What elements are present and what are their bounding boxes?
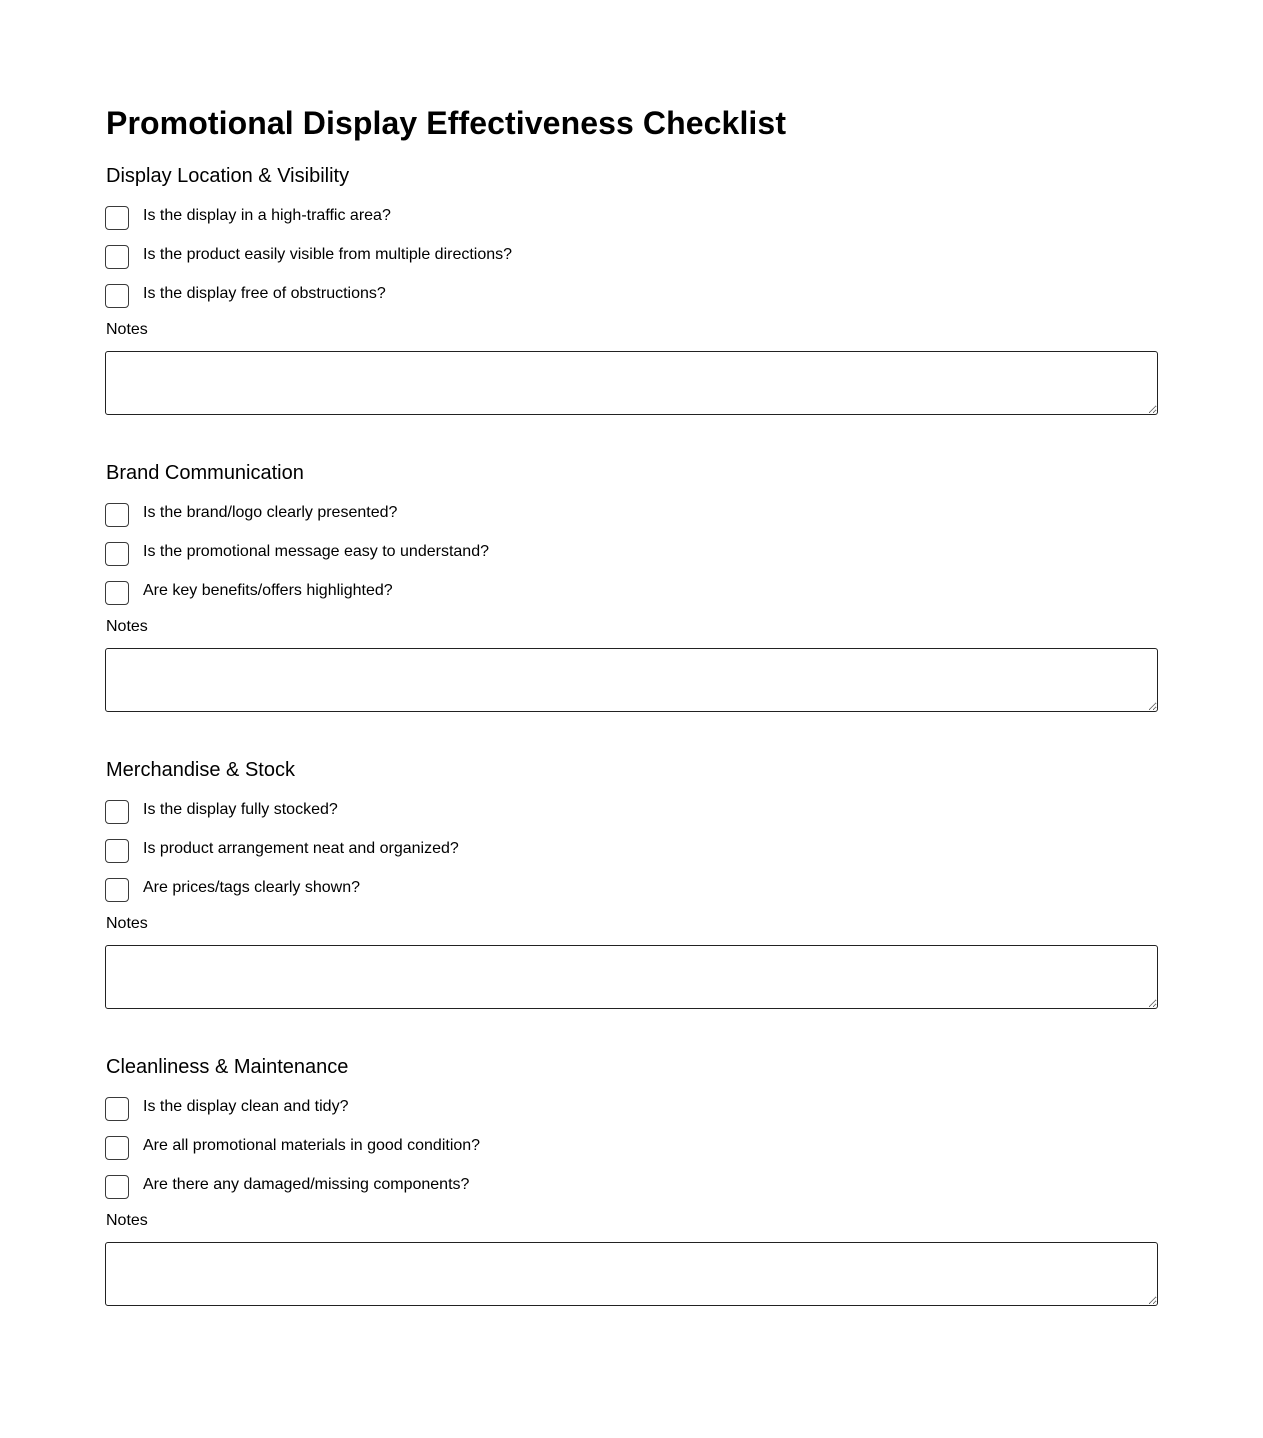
checklist-item[interactable] <box>105 870 1158 909</box>
notes-label: Notes <box>106 321 148 338</box>
checkbox[interactable] <box>105 206 129 230</box>
checklist-item[interactable] <box>105 1089 1158 1128</box>
checkbox[interactable] <box>105 1097 129 1121</box>
notes-textarea[interactable] <box>105 648 1158 712</box>
checklist-item[interactable] <box>105 276 1158 315</box>
checklist-item[interactable] <box>105 237 1158 276</box>
checkbox[interactable] <box>105 503 129 527</box>
checklist-item[interactable] <box>105 198 1158 237</box>
section-heading: Display Location & Visibility <box>106 165 350 187</box>
section-heading: Merchandise & Stock <box>106 759 295 781</box>
checklist-item-label: Are all promotional materials in good condition? <box>143 1136 481 1154</box>
section-cleanliness-maintenance <box>105 1055 1158 1352</box>
checklist-item-label: Is the display free of obstructions? <box>143 284 386 302</box>
checklist-item[interactable] <box>105 534 1158 573</box>
checkbox[interactable] <box>105 839 129 863</box>
checklist-item-label: Is the display clean and tidy? <box>143 1097 349 1115</box>
checklist-item[interactable] <box>105 831 1158 870</box>
checkbox[interactable] <box>105 800 129 824</box>
checklist-item-label: Are there any damaged/missing components? <box>143 1175 470 1193</box>
notes-textarea[interactable] <box>105 1242 1158 1306</box>
checklist-item-label: Is product arrangement neat and organized? <box>143 839 459 857</box>
checklist-item[interactable] <box>105 573 1158 612</box>
checkbox[interactable] <box>105 878 129 902</box>
checkbox[interactable] <box>105 1136 129 1160</box>
checklist-item-label: Is the display fully stocked? <box>143 800 338 818</box>
checkbox[interactable] <box>105 542 129 566</box>
section-merchandise-stock <box>105 758 1158 1055</box>
checklist-item[interactable] <box>105 1128 1158 1167</box>
checkbox[interactable] <box>105 245 129 269</box>
checkbox[interactable] <box>105 284 129 308</box>
section-heading: Cleanliness & Maintenance <box>106 1056 349 1078</box>
section-display-location-visibility <box>105 164 1158 461</box>
checklist-item-label: Is the display in a high-traffic area? <box>143 206 391 224</box>
notes-textarea[interactable] <box>105 945 1158 1009</box>
checklist-item[interactable] <box>105 792 1158 831</box>
section-heading: Brand Communication <box>106 462 304 484</box>
notes-label: Notes <box>106 618 148 635</box>
checklist-item-label: Is the product easily visible from multiple directions? <box>143 245 513 263</box>
checklist-item-label: Is the brand/logo clearly presented? <box>143 503 398 521</box>
checkbox[interactable] <box>105 581 129 605</box>
checklist-item[interactable] <box>105 495 1158 534</box>
checklist-item[interactable] <box>105 1167 1158 1206</box>
notes-label: Notes <box>106 915 148 932</box>
checklist-item-label: Are key benefits/offers highlighted? <box>143 581 393 599</box>
notes-label: Notes <box>106 1212 148 1229</box>
notes-textarea[interactable] <box>105 351 1158 415</box>
page-title: Promotional Display Effectiveness Checklist <box>106 105 787 141</box>
checklist-item-label: Are prices/tags clearly shown? <box>143 878 360 896</box>
checkbox[interactable] <box>105 1175 129 1199</box>
checklist-item-label: Is the promotional message easy to understand? <box>143 542 489 560</box>
section-brand-communication <box>105 461 1158 758</box>
